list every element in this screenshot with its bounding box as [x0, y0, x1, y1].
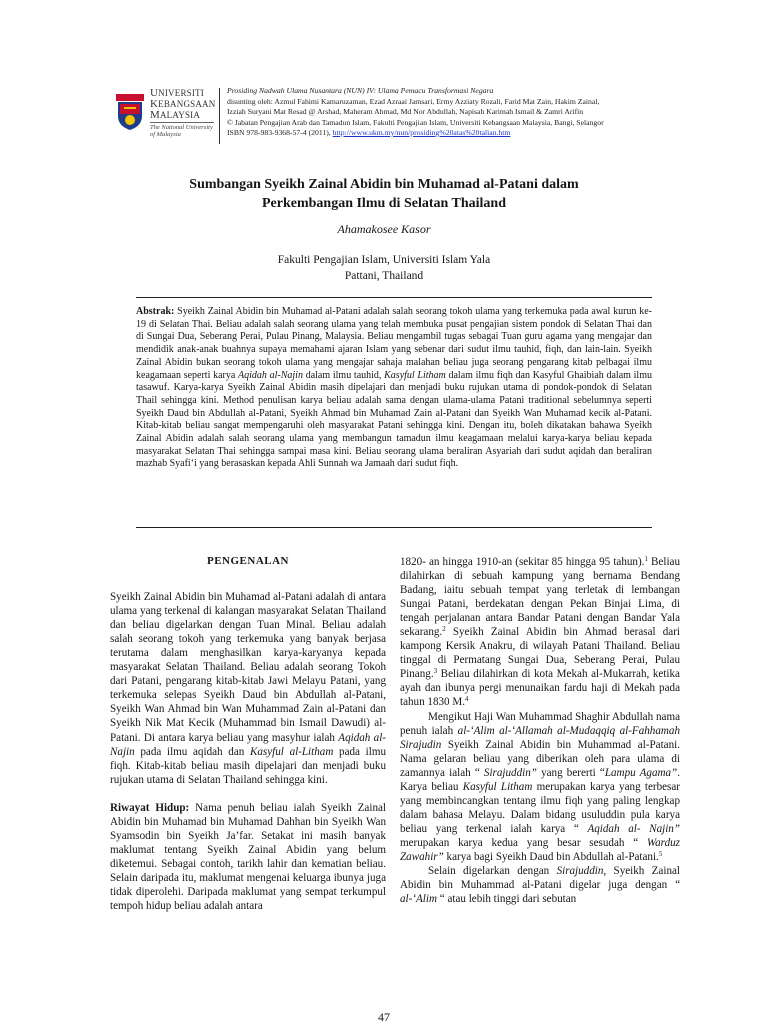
right-paragraph-1 — [400, 555, 680, 710]
footnote-ref-4: 4 — [465, 695, 469, 704]
abstract-label: Abstrak: — [136, 306, 175, 317]
affiliation-line-1: Fakulti Pengajian Islam, Universiti Islam Yala — [277, 254, 491, 266]
tagline-line-1: The National University — [150, 124, 213, 131]
logo-cap-u: U — [150, 87, 159, 99]
intro-text-3: pada ilmu fiqh. Kitab-kitab beliau masih dipelajari dan menjadi buku rujukan utama di Selatan Thailand sehingga kini. — [110, 745, 386, 786]
editors-line-2: Izziah Suryani Mat Resad @ Arshad, Maheram Ahmad, Md Nor Abdullah, Napisah Karimah Ismail & Zamri Arifin — [227, 107, 584, 116]
section-heading: PENGENALAN — [206, 555, 289, 567]
riwayat-text: Nama penuh beliau ialah Syeikh Zainal Abidin bin Muhamad bin Muhamad Dahhan bin Syeikh Wan Syamsodin bin Syeikh Ja’far. Setakat ini masih banyak maklumat tentang Syeikh Zainal Abidin yang belum diketemui. Sebagai contoh, tarikh lahir dan kematian beliau. Selain daripada itu, maklumat mengenai keluarga ibunya juga tidak diperolehi. Daripada maklumat yang sempat terkumpul tempoh hidup beliau adalah antara — [110, 801, 386, 913]
rp2-italic-6: Warduz Zawahir” — [400, 836, 680, 863]
affiliation-line-2: Pattani, Thailand — [344, 270, 424, 282]
page-number: 47 — [378, 1010, 390, 1024]
rp2-text-g: karya bagi Syeikh Daud bin Abdullah al-Patani. — [443, 850, 659, 863]
logo-line-2: EBANGSAAN — [158, 99, 216, 109]
isbn: ISBN 978-983-9368-57-4 (2011), — [227, 128, 331, 137]
rp1-text-c: Syeikh Zainal Abidin bin Ahmad berasal dari kampong Kersik Anakru, di wilayah Patani Thailand. Beliau tinggal di Permatang Sungai Dua, Seberang Perai, Pulau Pinang. — [400, 626, 680, 681]
rp3-text-b: , Syeikh Zainal Abidin bin Muhammad al-Patani digelar juga dengan “ — [400, 865, 680, 892]
riwayat-label: Riwayat Hidup: — [110, 801, 190, 814]
title-line-2: Perkembangan Ilmu di Selatan Thailand — [261, 196, 507, 211]
rp2-text-b: Syeikh Zainal Abidin bin Muhammad al-Patani. Nama gelaran beliau yang diberikan oleh para ulama di zamannya ialah “ — [400, 738, 680, 779]
abstract-bottom-rule — [136, 527, 652, 528]
citation-header — [227, 86, 657, 139]
journal-title: Prosiding Nadwah Ulama Nusantara (NUN) IV: Ulama Pemacu Transformasi Negara — [227, 86, 494, 95]
intro-italic-2: Kasyful al-Litham — [249, 745, 334, 758]
header-divider — [219, 88, 220, 144]
logo-cap-k: K — [150, 98, 159, 110]
intro-text-2: pada ilmu aqidah dan — [134, 745, 250, 758]
abstract-text-1: Syeikh Zainal Abidin bin Muhamad al-Patani adalah salah seorang tokoh ulama yang terkemuka pada awal kurun ke- 19 di Selatan Thai. Beliau adalah salah seorang ulama yang telah membuka pusat pengajian sistem pondok di Selatan Thai dan di Sungai Dua, Seberang Perai, Pulau Pinang, Malaysia. Beliau mengambil tugas sebagai Tuan guru agama yang mengajar dan mendidik anak-anak buahnya supaya memahami ajaran Islam yang sebenar dari sudut ilmu tauhid, fiqh, dan lain-lain. Syeikh Zainal Abidin bukan seorang tokoh ulama yang mengajar sahaja malahan beliau juga seorang pengarang kitab pelbagai ilmu keagamaan seperti karya — [136, 306, 652, 381]
rp2-text-c: yang bererti “ — [536, 766, 605, 779]
ukm-logo — [114, 88, 214, 138]
author-name: Ahamakosee Kasor — [337, 222, 431, 236]
title-line-1: Sumbangan Syeikh Zainal Abidin bin Muhamad al-Patani dalam — [189, 177, 579, 192]
university-name — [150, 88, 215, 121]
footnote-ref-3: 3 — [433, 667, 438, 676]
isbn-line — [227, 128, 657, 139]
left-column — [110, 554, 386, 913]
footnote-ref-2: 2 — [442, 625, 446, 634]
rp2-italic-2: Sirajuddin” — [483, 766, 537, 779]
right-paragraph-2 — [400, 710, 680, 865]
rp2-italic-4: Kasyful Litham — [462, 780, 533, 793]
intro-text-1: Syeikh Zainal Abidin bin Muhamad al-Patani adalah di antara ulama yang terkenal di kalangan masyarakat Selatan Thailand dan beliau digelarkan dengan Tuan Minal. Beliau adalah salah seorang tokoh yang terkemuka yang banyak berjasa terutama dalam menghasilkan karya-karyanya kepada masyarakat Selatan Thailand. Beliau adalah seorang Tokoh dari Patani, pengarang kitab-kitab Jawi Melayu Patani, yang terkemuka selepas Syeikh Daud bin Abdullah al-Patani, Syeikh Wan Ahmad bin Wan Muhammad Zain al-Patani dan Syeikh Nik Mat Kecik (Muhammad bin Ismail Dawudi) al-Patani. Di antara karya beliau yang masyhur ialah — [110, 591, 386, 744]
riwayat-paragraph — [110, 801, 386, 913]
rp2-italic-3: Lampu Agama” — [604, 766, 678, 779]
rp2-text-a: Mengikut Haji Wan Muhammad Shaghir Abdullah nama penuh ialah — [400, 710, 680, 737]
abstract-text-2: dalam ilmu tauhid, — [302, 369, 385, 381]
intro-italic-1: Aqidah al-Najin — [110, 731, 386, 758]
logo-line-3: ALAYSIA — [159, 110, 201, 120]
logo-line-1: NIVERSITI — [158, 88, 204, 98]
rp3-text-a: Selain digelarkan dengan — [428, 865, 557, 878]
rp2-text-d: . Karya beliau — [400, 766, 680, 793]
abstract-italic-2: Kasyful Litham — [384, 369, 446, 381]
rp3-text-c: “ atau lebih tinggi dari sebutan — [436, 893, 577, 906]
right-paragraph-3 — [400, 864, 680, 906]
ukm-crest-icon — [114, 92, 146, 132]
rp3-italic-2: al-‘Alim — [400, 893, 437, 906]
affiliation — [150, 252, 618, 284]
right-column — [400, 555, 680, 906]
rp1-text-b: Beliau dilahirkan di sebuah kampung yang bernama Bendang Badang, iaitu sebuah tempat yang terletak di lembangan Sungai Patani, berdekatan dengan Pekan Binjai Lima, di tengah perjalanan antara Bandar Patani dengan Bandar Yala sekarang. — [400, 556, 680, 639]
abstract-top-rule — [136, 297, 652, 298]
abstract — [136, 306, 652, 471]
abstract-text-3: dalam ilmu fiqh dan Kasyful Ghaibiah dalam ilmu tasawuf. Karya-karya Syeikh Zainal Abidin masih dipelajari dan menjadi buku rujukan utama di pondok-pondok di Selatan Thail sehingga kini. Method penulisan karya beliau adalah sama dengan ulama-ulama Patani traditional sebelumnya seperti Syeikh Daud bin Abdullah al-Patani, Syeikh Ahmad bin Muhamad Zain al-Patani dan Syeikh Wan Muhamad kecik al-Patani. Kitab-kitab beliau sangat mempengaruhi oleh masyarakat Patani sehingga kini. Dengan itu, boleh dikatakan bahawa Syeikh Zainal Abidin adalah salah seorang ulama yang membangun tamadun ilmu keagamaan melalui karya-karya beliau kepada masyarakat Selatan Thai sehingga sampai masa kini. Beliau seorang ulama beraliran Asyariah dari sudut aqidah dan beraliran mazhab Syafi‘i yang berasaskan kepada Ahli Sunnah wa Jamaah dari sudut fiqh. — [136, 369, 652, 470]
footnote-ref-5: 5 — [658, 849, 663, 858]
abstract-italic-1: Aqidah al-Najin — [238, 369, 303, 381]
tagline-line-2: of Malaysia — [150, 131, 181, 138]
intro-paragraph — [110, 590, 386, 787]
paper-title — [150, 175, 618, 213]
rp2-italic-1: al-‘Alim al-‘Allamah al-Mudaqqiq al-Fahhamah Sirajudin — [400, 724, 680, 751]
proceedings-link[interactable]: http://www.ukm.my/nun/prosiding%20atas%20talian.htm — [332, 128, 511, 137]
logo-cap-m: M — [150, 109, 160, 121]
copyright-line: © Jabatan Pengajian Arab dan Tamadun Islam, Fakulti Pengajian Islam, Universiti Kebangsaan Malaysia, Bangi, Selangor — [227, 117, 604, 127]
footnote-ref-1: 1 — [644, 555, 648, 563]
rp2-italic-5: Aqidah al- Najin” — [587, 822, 681, 835]
rp1-text-d: Beliau dilahirkan di kota Mekah al-Mukarrah, ketika ayah dan ibunya pergi menunaikan fardu haji di Mekah pada tahun 1830 M. — [400, 668, 680, 709]
rp2-text-f: merupakan karya kedua yang besar sesudah “ — [400, 836, 647, 849]
editors-line-1: disunting oleh: Azmul Fahimi Kamaruzaman, Ezad Azraai Jamsari, Ermy Azziaty Rozali, Farid Mat Zain, Hakim Zainal, — [227, 96, 600, 106]
rp2-text-e: merupakan karya yang terbesar yang membincangkan tentang ilmu fiqh yang paling lengkap dalam bahasa Melayu. Dalam bidang usuluddin pula karya beliau yang terkenal ialah karya “ — [400, 780, 680, 835]
rp1-text-a: 1820- an hingga 1910-an (sekitar 85 hingga 95 tahun). — [400, 556, 645, 568]
rp3-italic-1: Sirajuddin — [556, 865, 604, 878]
university-tagline — [150, 122, 214, 138]
